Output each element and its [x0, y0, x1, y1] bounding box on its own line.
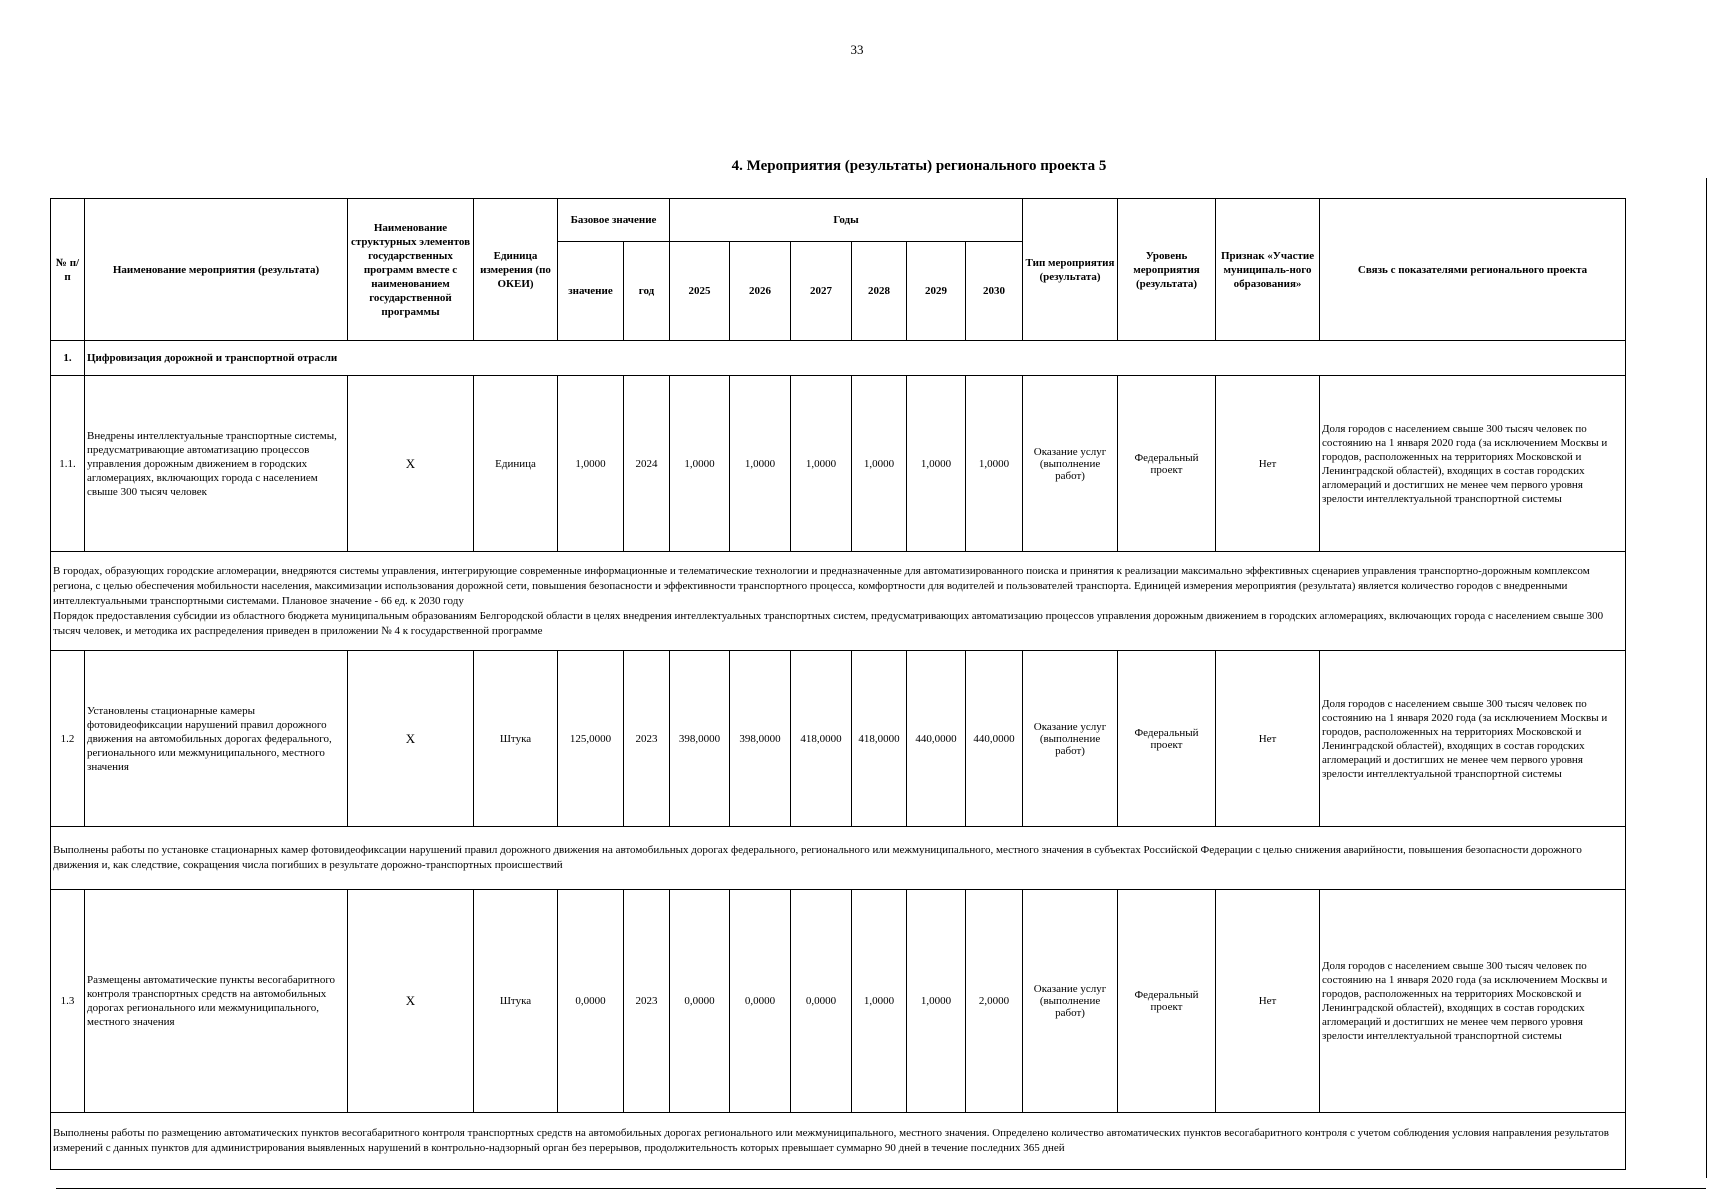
row-link: Доля городов с населением свыше 300 тысяч человек по состоянию на 1 января 2020 года (за исключением Москвы и городов, расположенных на территориях Московской и Ленинградской областей), входящих в состав городских агломераций и достигших не менее чем первого уровня зрелости интеллектуальной транспортной системы: [1320, 651, 1626, 827]
row-note-text: [51, 552, 1626, 651]
row-note: [51, 1113, 1626, 1170]
header-link: Связь с показателями регионального проекта: [1320, 199, 1626, 341]
row-level: Федеральный проект: [1118, 890, 1216, 1113]
row-type: Оказание услуг (выполнение работ): [1023, 890, 1118, 1113]
header-unit: Единица измерения (по ОКЕИ): [474, 199, 558, 341]
row-note-paragraph: В городах, образующих городские агломерации, внедряются системы управления, интегрирующие современные информационные и телематические технологии и предназначенные для автоматизированного поиска и принятия к реализации максимально эффективных сценариев управления транспортно-дорожным комплексом региона, с целью обеспечения мобильности населения, максимизации использования дорожной сети, повышения безопасности и эффективности транспортного процесса, комфортности для водителей и пользователей транспорта. Единицей измерения мероприятия (результата) является количество городов с внедренными интеллектуальными транспортными системами. Плановое значение - 66 ед. к 2030 году: [53, 564, 1590, 607]
frame-line-right: [1706, 178, 1707, 1178]
row-value-2030: 1,0000: [966, 376, 1023, 552]
row-struct: X: [348, 890, 474, 1113]
header-row-1: [51, 199, 1626, 242]
table-row: [51, 651, 1626, 827]
header-num: № п/п: [51, 199, 85, 341]
row-municipal: Нет: [1216, 651, 1320, 827]
section-title: Цифровизация дорожной и транспортной отрасли: [85, 341, 1626, 376]
row-municipal: Нет: [1216, 376, 1320, 552]
row-level: Федеральный проект: [1118, 651, 1216, 827]
row-num: 1.3: [51, 890, 85, 1113]
header-years: Годы: [670, 199, 1023, 242]
header-municipal: Признак «Участие муниципаль-ного образования»: [1216, 199, 1320, 341]
row-base-year: 2023: [624, 651, 670, 827]
row-num: 1.1.: [51, 376, 85, 552]
section-num: 1.: [51, 341, 85, 376]
row-value-2028: 1,0000: [852, 376, 907, 552]
row-value-2027: 0,0000: [791, 890, 852, 1113]
header-type: Тип мероприятия (результата): [1023, 199, 1118, 341]
row-type: Оказание услуг (выполнение работ): [1023, 651, 1118, 827]
section-row: [51, 341, 1626, 376]
header-base-year: год: [624, 242, 670, 341]
header-year-2028: 2028: [852, 242, 907, 341]
row-value-2029: 1,0000: [907, 376, 966, 552]
row-value-2026: 1,0000: [730, 376, 791, 552]
row-note-text: Выполнены работы по размещению автоматических пунктов весогабаритного контроля транспортных средств на автомобильных дорогах регионального или межмуниципального, местного значения. Определено количество автоматических пунктов весогабаритного контроля с учетом соблюдения условия направления результатов измерений с данных пунктов для администрирования выявленных нарушений в контрольно-надзорный орган без перерывов, продолжительность которых превышает суммарно 90 дней в течение последних 365 дней: [51, 1113, 1626, 1170]
row-base-year: 2024: [624, 376, 670, 552]
row-value-2030: 2,0000: [966, 890, 1023, 1113]
row-note: [51, 552, 1626, 651]
page-title: 4. Мероприятия (результаты) регионального проекта 5: [731, 158, 1107, 174]
header-name: Наименование мероприятия (результата): [85, 199, 348, 341]
row-link: Доля городов с населением свыше 300 тысяч человек по состоянию на 1 января 2020 года (за исключением Москвы и городов, расположенных на территориях Московской и Ленинградской областей), входящих в состав городских агломераций и достигших не менее чем первого уровня зрелости интеллектуальной транспортной системы: [1320, 376, 1626, 552]
header-year-2027: 2027: [791, 242, 852, 341]
row-name: Внедрены интеллектуальные транспортные системы, предусматривающие автоматизацию процессов управления дорожным движением в городских агломерациях, включающих города с населением свыше 300 тысяч человек: [85, 376, 348, 552]
row-value-2025: 398,0000: [670, 651, 730, 827]
row-value-2028: 418,0000: [852, 651, 907, 827]
row-value-2027: 418,0000: [791, 651, 852, 827]
row-value-2026: 398,0000: [730, 651, 791, 827]
row-note: [51, 827, 1626, 890]
row-num: 1.2: [51, 651, 85, 827]
row-name: Размещены автоматические пункты весогабаритного контроля транспортных средств на автомобильных дорогах регионального или межмуниципального, местного значения: [85, 890, 348, 1113]
header-base-value: значение: [558, 242, 624, 341]
row-unit: Штука: [474, 651, 558, 827]
row-link: Доля городов с населением свыше 300 тысяч человек по состоянию на 1 января 2020 года (за исключением Москвы и городов, расположенных на территориях Московской и Ленинградской областей), входящих в состав городских агломераций и достигших не менее чем первого уровня зрелости интеллектуальной транспортной системы: [1320, 890, 1626, 1113]
row-value-2029: 1,0000: [907, 890, 966, 1113]
row-value-2025: 1,0000: [670, 376, 730, 552]
header-struct: Наименование структурных элементов государственных программ вместе с наименованием государственной программы: [348, 199, 474, 341]
row-value-2029: 440,0000: [907, 651, 966, 827]
row-value-2028: 1,0000: [852, 890, 907, 1113]
row-unit: Единица: [474, 376, 558, 552]
results-table: [50, 198, 1626, 1170]
header-year-2025: 2025: [670, 242, 730, 341]
table-row: [51, 376, 1626, 552]
header-year-2030: 2030: [966, 242, 1023, 341]
row-value-2030: 440,0000: [966, 651, 1023, 827]
header-year-2029: 2029: [907, 242, 966, 341]
row-value-2026: 0,0000: [730, 890, 791, 1113]
row-note-paragraph-2: Порядок предоставления субсидии из областного бюджета муниципальным образованиям Белгородской области в целях внедрения интеллектуальных транспортных систем, предусматривающих автоматизацию процессов управления дорожным движением в городских агломерациях, включающих города с населением свыше 300 тысяч человек, и методика их распределения приведен в приложении № 4 к государственной программе: [53, 609, 1604, 637]
row-type: Оказание услуг (выполнение работ): [1023, 376, 1118, 552]
row-struct: X: [348, 651, 474, 827]
header-base: Базовое значение: [558, 199, 670, 242]
row-base-value: 0,0000: [558, 890, 624, 1113]
row-value-2025: 0,0000: [670, 890, 730, 1113]
row-name: Установлены стационарные камеры фотовидеофиксации нарушений правил дорожного движения на автомобильных дорогах федерального, регионального или межмуниципального, местного значения: [85, 651, 348, 827]
row-base-value: 125,0000: [558, 651, 624, 827]
row-base-value: 1,0000: [558, 376, 624, 552]
row-value-2027: 1,0000: [791, 376, 852, 552]
row-struct: X: [348, 376, 474, 552]
row-base-year: 2023: [624, 890, 670, 1113]
row-note-text: Выполнены работы по установке стационарных камер фотовидеофиксации нарушений правил дорожного движения на автомобильных дорогах федерального, регионального или межмуниципального, местного значения в субъектах Российской Федерации с целью снижения аварийности, повышения безопасности дорожного движения и, как следствие, сокращения числа погибших в результате дорожно-транспортных происшествий: [51, 827, 1626, 890]
page-number: 33: [850, 42, 864, 57]
row-level: Федеральный проект: [1118, 376, 1216, 552]
header-level: Уровень мероприятия (результата): [1118, 199, 1216, 341]
header-year-2026: 2026: [730, 242, 791, 341]
row-municipal: Нет: [1216, 890, 1320, 1113]
row-unit: Штука: [474, 890, 558, 1113]
frame-line-bottom: [56, 1188, 1706, 1189]
table-row: [51, 890, 1626, 1113]
